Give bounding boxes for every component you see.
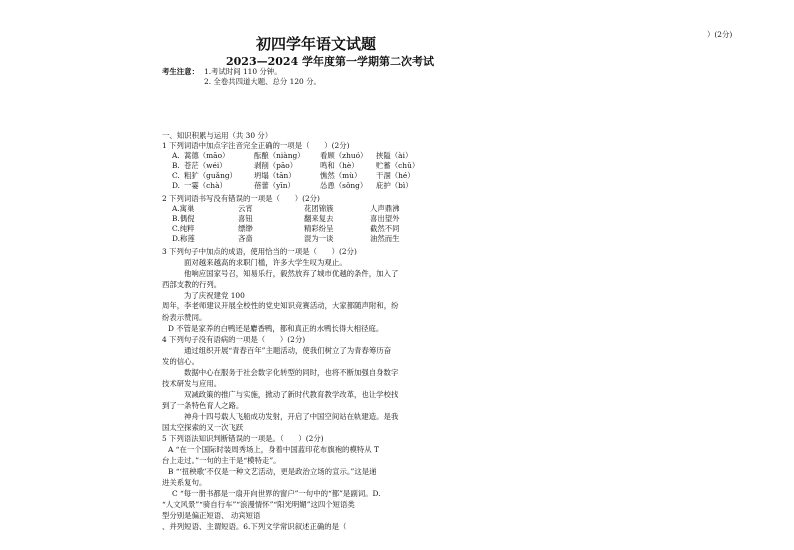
option-cell: 一霎（chà）	[184, 181, 227, 190]
option-cell: 看顾（zhuó）	[320, 151, 368, 160]
question-line: A “在一个国际时装周秀场上，身着中国蓝印花布旗袍的模特从 T	[168, 445, 379, 454]
question-stem: 3 下列句子中加点的成语，使用恰当的一项是（ ）(2分)	[162, 247, 357, 256]
option-cell: 坍塌（tān）	[254, 171, 296, 180]
option-cell: 混为一谈	[304, 234, 334, 243]
option-cell: 翻来复去	[304, 214, 334, 223]
question-line: 面对越来越高的求职门槛，许多大学生叹为观止。	[184, 258, 347, 267]
option-cell: D.	[172, 181, 181, 190]
option-cell: 人声鼎沸	[370, 204, 400, 213]
option-cell: 怂恿（sǒng）	[320, 181, 368, 190]
question-line: 到了一条特色育人之路。	[162, 401, 244, 410]
option-cell: B.	[172, 161, 180, 170]
option-cell: 蒿德（māo）	[184, 151, 230, 160]
question-line: 双减政策的推广与实施，掀动了新时代教育教学改革，也让学校找	[184, 390, 399, 399]
option-cell: 鸣和（hè）	[320, 161, 359, 170]
page-title: 初四学年语文试题	[256, 35, 377, 53]
option-cell: A.寓巢	[172, 204, 195, 213]
question-stem: 1 下列词语中加点字注音完全正确的一项是（ ）(2分)	[162, 141, 350, 150]
notice-label: 考生注意：	[162, 67, 199, 76]
option-cell: C.纯粹	[172, 224, 195, 233]
option-cell: B.偶倪	[172, 214, 195, 223]
option-cell: 苍茫（wéi）	[184, 161, 227, 170]
question-line: 发的信心。	[162, 357, 199, 366]
option-cell: A.	[172, 151, 180, 160]
option-cell: 酝酿（niàng）	[254, 151, 305, 160]
question-line: 神舟十四号载人飞船成功发射，开启了中国空间站在轨建造。是我	[184, 412, 399, 421]
question-line: 技术研发与应用。	[162, 379, 222, 388]
option-cell: 油然而生	[370, 234, 400, 243]
section-heading: 一、知识积累与运用（共 30 分）	[162, 131, 273, 140]
option-cell: 庇护（bì）	[376, 181, 413, 190]
question-line: 通过组织开展“青春百年”主题活动，使我们树立了为青春筹历奋	[184, 346, 392, 355]
option-cell: 缥缈	[238, 224, 253, 233]
question-line: “人文风景”“骑自行车”“浪漫情怀”“阳光明媚”这四个短语类	[162, 500, 355, 509]
option-cell: 贮蓄（chǔ）	[376, 161, 420, 170]
option-cell: 喜钮	[238, 214, 253, 223]
option-cell: 喜出望外	[370, 214, 400, 223]
question-line: 型分别是偏正短语、 动宾短语	[162, 511, 261, 520]
option-cell: 截然不同	[370, 224, 400, 233]
option-cell: D.称莲	[172, 234, 195, 243]
option-cell: C.	[172, 171, 180, 180]
option-cell: 粗犷（guǎng）	[184, 171, 237, 180]
question-line: 他响应国家号召，知易乐行，毅然放弃了城市优越的条件，加入了	[184, 269, 399, 278]
notice-line-2: 2. 全卷共四道大题、总分 120 分。	[204, 77, 321, 86]
question-stem: 4 下列句子没有语病的一项是（ ）(2分)	[162, 335, 306, 344]
option-cell: 挟隘（ài）	[376, 151, 413, 160]
option-cell: 云宵	[238, 204, 253, 213]
option-cell: 吝啬	[238, 234, 253, 243]
question-line: 西部支教的行列。	[162, 280, 222, 289]
question-line: 数据中心在服务于社会数字化转型的同时，也将不断加强自身数字	[184, 368, 399, 377]
question-line: 为了庆祝建党 100	[184, 291, 245, 300]
option-cell: 精彩纷呈	[304, 224, 334, 233]
question-line: 纷表示赞同。	[162, 313, 207, 322]
question-line: 、并列短语、主谓短语。6.下列文学常识叙述正确的是（	[162, 522, 347, 531]
question-line: D 不管是家养的白鸭还是麝香鸭，都和真正的水鸭长得大相径庭。	[168, 324, 384, 333]
page-subtitle: 2023—2024 学年度第一学期第二次考试	[226, 55, 435, 68]
top-right-score: ）(2分)	[707, 30, 733, 39]
question-line: B “‘扭秧歌’不仅是一种文艺活动，更是政治立场的宣示。”这是递	[168, 467, 377, 476]
option-cell: 干涸（hé）	[376, 171, 415, 180]
option-cell: 花团锦簇	[304, 204, 334, 213]
question-stem: 5 下列语法知识判断错误的一项是。（ ）(2分)	[162, 434, 324, 443]
question-line: 周年，李老师建议开展全校性的党史知识竞赛活动，大家都随声附和，纷	[162, 301, 399, 310]
option-cell: 憔然（mù）	[320, 171, 362, 180]
question-line: 进关系复句。	[162, 478, 207, 487]
option-cell: 剥削（pāo）	[254, 161, 298, 170]
option-cell: 蓓蕾（yīn）	[254, 181, 295, 190]
question-stem: 2 下列词语书写没有错误的一项是（ ）(2分)	[162, 194, 320, 203]
question-line: C “每一册书都是一扇开向世界的窗户”一句中的“都”是副词。D.	[172, 489, 381, 498]
question-line: 台上走过。”一句的主干是“模特走”。	[162, 456, 281, 465]
notice-line-1: 1.考试时间 110 分钟。	[204, 67, 282, 76]
question-line: 国太空探索的又一次飞跃	[162, 423, 244, 432]
